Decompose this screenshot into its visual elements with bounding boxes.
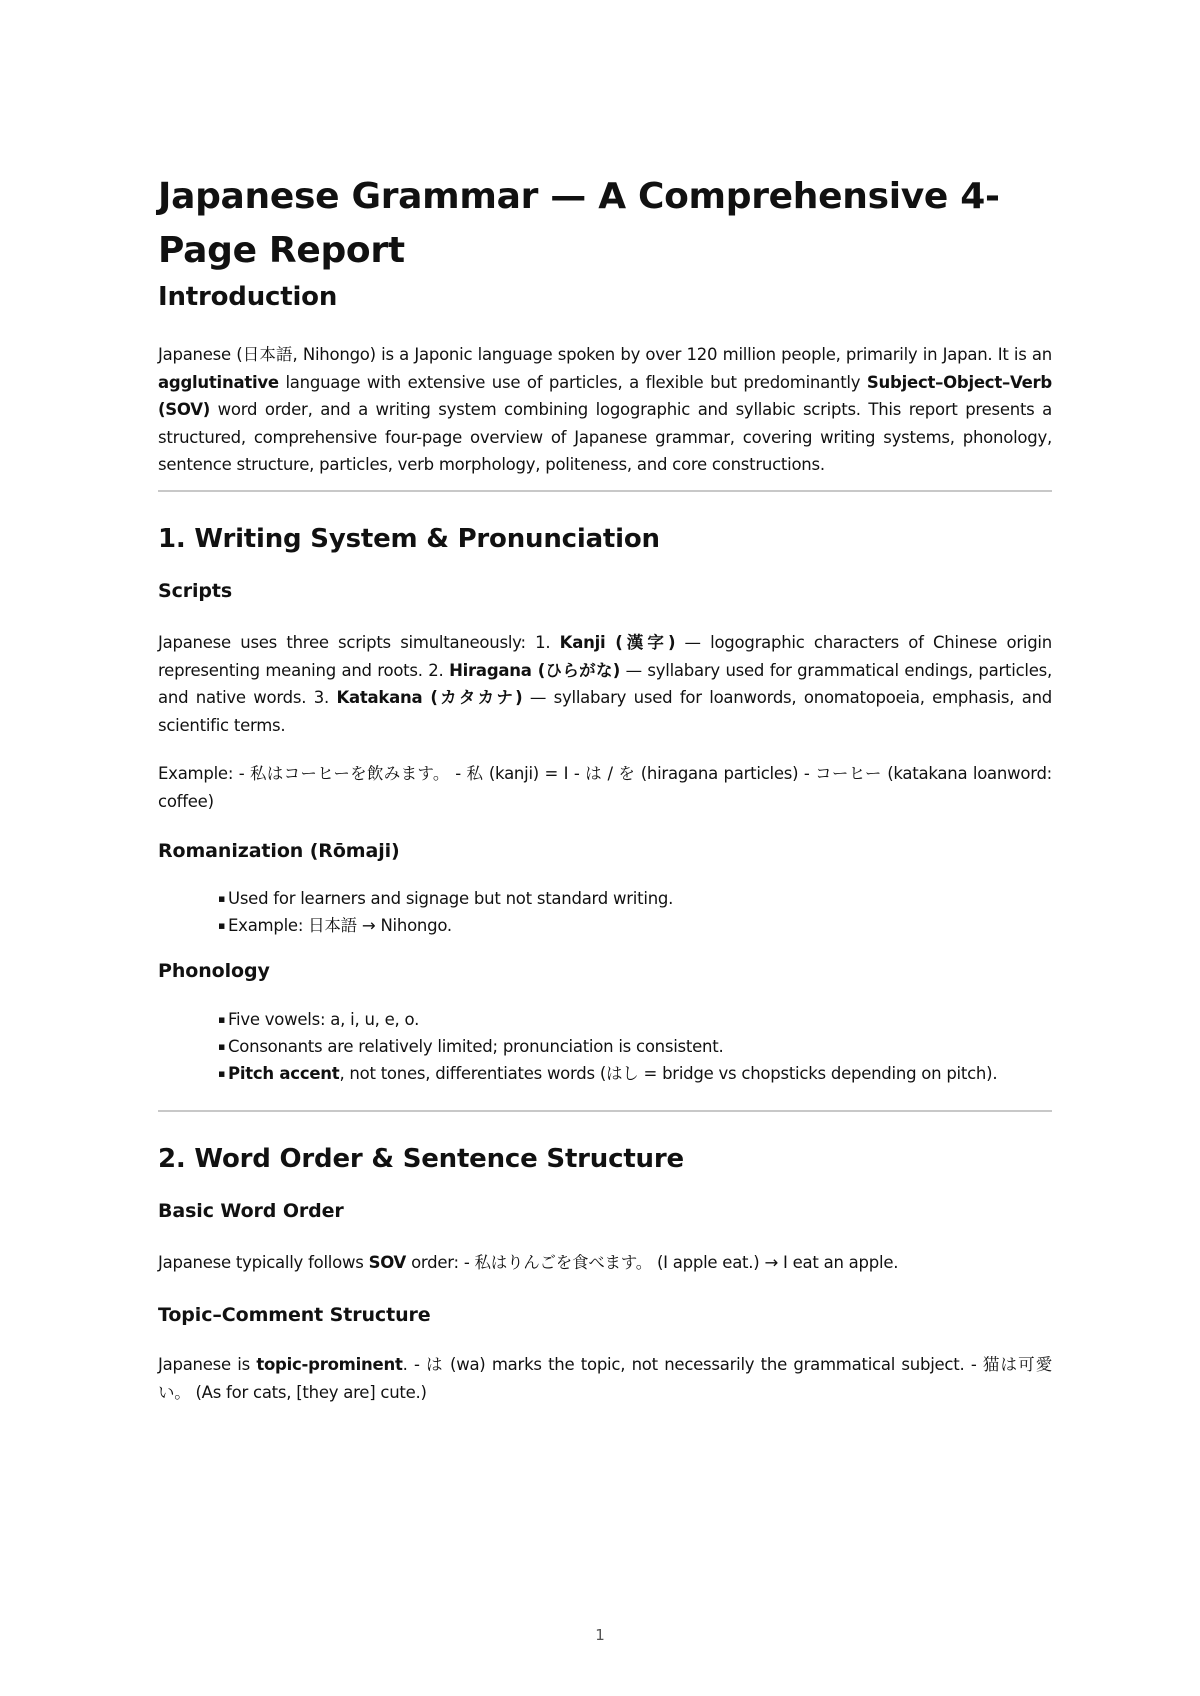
bold-term: SOV [368, 1253, 407, 1272]
text-run: — logographic characters of Chinese origin representing meaning and roots. 2. [158, 633, 1052, 680]
topic-comment-paragraph [158, 1351, 1052, 1406]
text-run: . - は (wa) marks the topic, not necessarily the grammatical subject. - 猫は可愛い。 (As for cats, [they are] cute.) [158, 1355, 1052, 1402]
bold-term: Katakana (カタカナ) [336, 688, 523, 707]
text-run: word order, and a writing system combining logographic and syllabic scripts. This report presents a structured, comprehensive four-page overview of Japanese grammar, covering writing systems, phonology, sentence structure, particles, verb morphology, politeness, and core constructions. [158, 400, 1052, 474]
text-run: Japanese uses three scripts simultaneously: 1. [158, 633, 560, 652]
text-run: — syllabary used for grammatical endings, particles, and native words. 3. [158, 660, 1052, 707]
section-1-heading: 1. Writing System & Pronunciation [158, 524, 660, 554]
text-run: language with extensive use of particles, a flexible but predominantly [278, 372, 867, 392]
text-run: Japanese (日本語, Nihongo) is a Japonic language spoken by over 120 million people, primarily in Japan. It is an [158, 345, 1052, 364]
text-run: Japanese is [158, 1355, 257, 1374]
text-run: — syllabary used for loanwords, onomatopoeia, emphasis, and scientific terms. [158, 688, 1053, 735]
bold-term: topic-prominent [256, 1355, 403, 1374]
basic-word-order-paragraph [158, 1249, 1052, 1277]
section-divider [158, 490, 1052, 492]
phonology-heading: Phonology [158, 960, 270, 982]
scripts-heading: Scripts [158, 580, 233, 602]
romanization-heading: Romanization (Rōmaji) [158, 840, 400, 862]
list-item [218, 1060, 997, 1087]
document-title: Japanese Grammar — A Comprehensive 4-Page Report [158, 176, 1000, 271]
list-item: ▪ Example: 日本語 → Nihongo. [218, 912, 673, 939]
text-run: Japanese typically follows [158, 1253, 369, 1272]
bold-term: agglutinative [158, 372, 279, 392]
bold-term: Pitch accent [228, 1064, 340, 1083]
bold-term: Subject–Object–Verb (SOV) [158, 372, 1052, 419]
bold-term: Hiragana (ひらがな) [449, 660, 621, 680]
scripts-example: Example: - 私はコーヒーを飲みます。 - 私 (kanji) = I - は / を (hiragana particles) - コーヒー (katakana loanword: coffee) [158, 764, 1052, 811]
list-item: ▪ Five vowels: a, i, u, e, o. [218, 1006, 997, 1033]
basic-word-order-heading: Basic Word Order [158, 1200, 344, 1222]
section-2-heading: 2. Word Order & Sentence Structure [158, 1144, 684, 1174]
text-run: , not tones, differentiates words (はし = bridge vs chopsticks depending on pitch). [339, 1064, 998, 1083]
topic-comment-heading: Topic–Comment Structure [158, 1304, 431, 1326]
page-number: 1 [595, 1626, 605, 1644]
list-item: ▪ Consonants are relatively limited; pronunciation is consistent. [218, 1033, 997, 1060]
romanization-list [218, 885, 673, 939]
list-item: ▪ Used for learners and signage but not standard writing. [218, 885, 673, 912]
scripts-paragraph [158, 629, 1052, 739]
intro-heading: Introduction [158, 282, 338, 312]
phonology-list [218, 1006, 997, 1087]
text-run: order: - 私はりんごを食べます。 (I apple eat.) → I eat an apple. [406, 1253, 899, 1272]
intro-paragraph [158, 341, 1052, 479]
section-divider [158, 1110, 1052, 1112]
bold-term: Kanji (漢字) [559, 633, 676, 652]
